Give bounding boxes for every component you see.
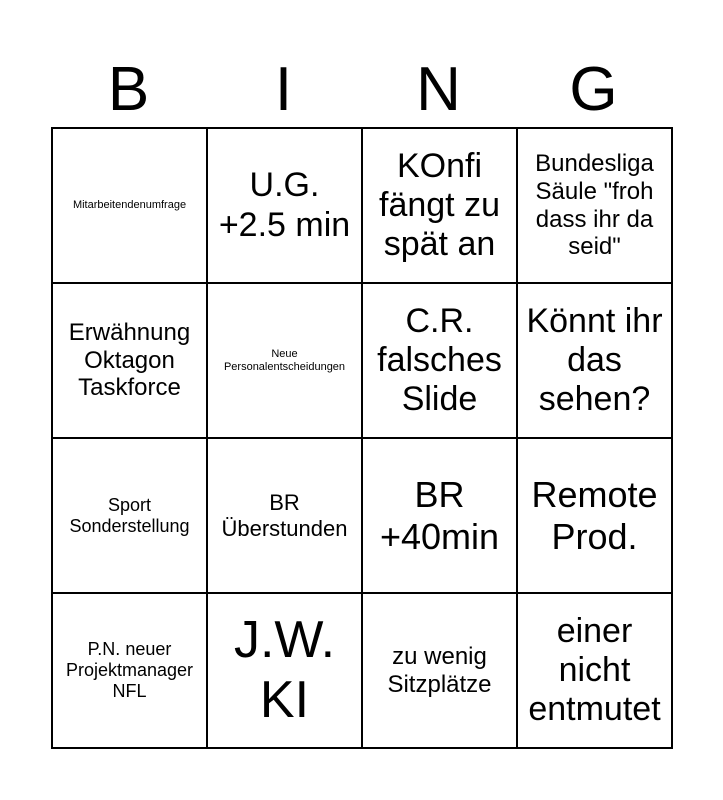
grid-row-4 xyxy=(52,593,672,748)
header-letter-g: G xyxy=(569,55,618,124)
bingo-cell-r3c4[interactable]: Remote Prod. xyxy=(517,438,672,593)
bingo-cell-r2c4[interactable]: Könnt ihr das sehen? xyxy=(517,283,672,438)
bingo-cell-r1c1[interactable]: Mitarbeitendenumfrage xyxy=(52,128,207,283)
bingo-cell-r2c3[interactable]: C.R. falsches Slide xyxy=(362,283,517,438)
bingo-cell-r2c1[interactable]: Erwähnung Oktagon Taskforce xyxy=(52,283,207,438)
bingo-cell-r3c2[interactable]: BR Überstunden xyxy=(207,438,362,593)
bingo-grid xyxy=(51,127,673,749)
bingo-cell-r1c3[interactable]: KOnfi fängt zu spät an xyxy=(362,128,517,283)
bingo-header xyxy=(51,52,671,128)
bingo-cell-r3c1[interactable]: Sport Sonderstellung xyxy=(52,438,207,593)
grid-row-3 xyxy=(52,438,672,593)
grid-row-2 xyxy=(52,283,672,438)
bingo-cell-r1c4[interactable]: Bundesliga Säule "froh dass ihr da seid" xyxy=(517,128,672,283)
bingo-cell-r4c4[interactable]: einer nicht entmutet xyxy=(517,593,672,748)
header-letter-i: I xyxy=(274,55,293,124)
grid-row-1 xyxy=(52,128,672,283)
bingo-cell-r1c2[interactable]: U.G. +2.5 min xyxy=(207,128,362,283)
bingo-cell-r4c3[interactable]: zu wenig Sitzplätze xyxy=(362,593,517,748)
header-letter-b: B xyxy=(107,55,150,124)
bingo-cell-r2c2[interactable]: Neue Personalentscheidungen xyxy=(207,283,362,438)
bingo-cell-r4c2[interactable]: J.W. KI xyxy=(207,593,362,748)
bingo-cell-r3c3[interactable]: BR +40min xyxy=(362,438,517,593)
header-letter-n: N xyxy=(416,55,461,124)
bingo-cell-r4c1[interactable]: P.N. neuer Projektmanager NFL xyxy=(52,593,207,748)
